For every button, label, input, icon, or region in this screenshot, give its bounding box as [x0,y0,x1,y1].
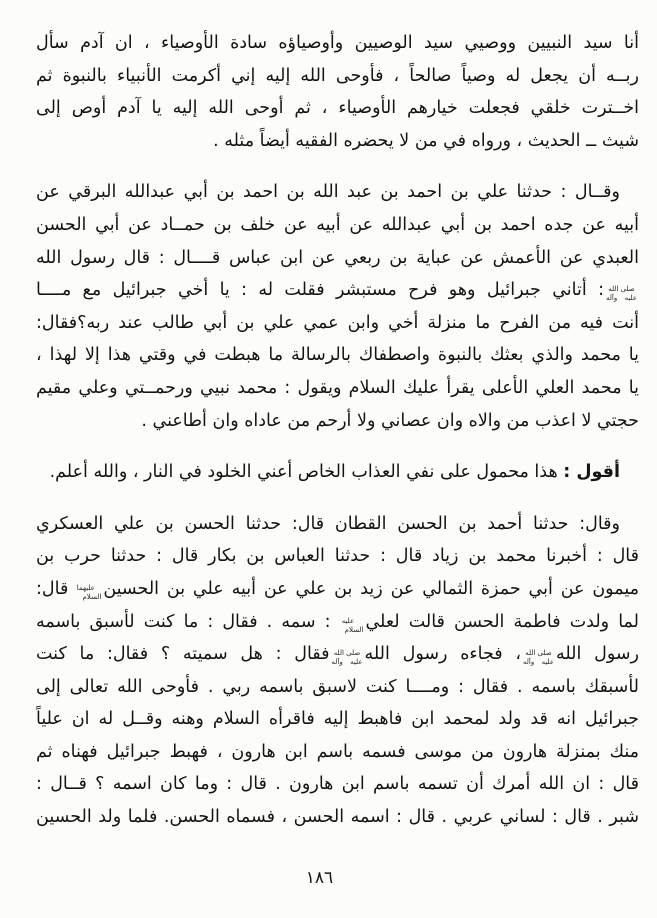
paragraph [36,176,639,437]
text-line [36,638,639,671]
text-segment: وقال: حدثنا أحمد بن الحسن القطان قال: حدثنا الحسن بن علي العسكري [36,513,620,534]
text-line [36,801,639,834]
paragraph [36,27,639,157]
text-segment: جبرائيل انه قد ولد لمحمد ابن فاهبط إليه فاقرأه السلام وهنه وقــل له ان علياً [36,709,639,730]
paragraph [36,508,639,834]
text-line [36,703,639,736]
text-segment: ربــه أن يجعل له وصياً صالحاً ، فأوحى الله إليه إني أكرمت الأنبياء بالنبوة ثم [36,65,639,86]
text-line [36,508,639,541]
text-segment: شيث ــ الحديث ، ورواه في من لا يحضره الفقيه أيضاً مثله . [213,130,639,151]
text-line [36,671,639,704]
text-line [36,242,639,275]
text-line [36,405,639,438]
page-number: ١٨٦ [305,868,334,888]
text-segment: العبدي عن الأعمش عن عباية بن ربعي عن ابن عباس قــــال : قال رسول الله [36,247,639,268]
text-segment: : أتاني جبرائيل وهو فرح مستبشر فقلت له : يا أخي جبرائيل مع مــــا [36,280,604,301]
text-segment: قال : أخبرنا محمد بن زياد قال : حدثنا العباس بن بكار قال : حدثنا حرب بن [36,546,639,567]
text-segment: قال: [36,578,69,599]
text-line [36,736,639,769]
paragraph [36,456,639,489]
text-line [36,606,639,639]
text-segment: أبيه عن جده احمد بن أبي عبدالله عن أبيه عن خلف بن حمــاد عن أبي الحسن [36,214,639,235]
text-segment: وقــال : حدثنا علي بن احمد بن عبد الله بن احمد بن أبي عبدالله البرقي عن [36,182,620,203]
text-line [36,209,639,242]
text-segment: حجتي لا اعذب من والاه وان عصاني ولا أرحم من عاداه وان أطاعني . [141,410,639,431]
text-segment: لأسبقك باسمه . فقال : ومــــا كنت لاسبق باسمه ربي . فأوحى الله تعالى إلى [36,676,639,697]
text-block [36,27,639,834]
text-line [36,768,639,801]
text-segment: أقول : [563,462,620,483]
text-line [36,125,639,158]
text-segment: قال : ان الله أمرك أن تسمه باسم ابن هارون . قال : وما كان اسمه ؟ قــال : [36,774,639,795]
text-line [36,540,639,573]
text-line [36,60,639,93]
text-segment: أنا سيد النبيين ووصيي سيد الوصيين وأوصياؤه سادة الأوصياء ، ان آدم سأل [36,33,639,53]
text-line [36,274,639,307]
text-line [36,456,639,489]
text-segment: شبر . قال : لساني عربي . قال : اسمه الحسن ، فسماه الحسن. فلما ولد الحسين [36,807,639,828]
text-line [36,27,639,60]
text-segment: ميمون عن أبي حمزة الثمالي عن زيد بن علي عن أبيه علي بن الحسين [103,578,639,599]
text-line [36,573,639,606]
text-segment: اخــترت خلقي فجعلت خيارهم الأوصياء ، ثم أوحى الله إليه يا آدم أوص إلى [36,98,639,119]
text-segment: ، فجاءه رسول الله [364,644,521,665]
text-line [36,339,639,372]
honorific-mark: صلى الله عليه وآله [606,285,637,303]
honorific-mark: صلى الله عليه وآله [331,649,363,667]
text-line [36,372,639,405]
honorific-mark: عليهما السلام [76,584,102,601]
text-segment: فقال : هل سميته ؟ فقال: ما كنت [36,644,330,665]
text-segment: أنت فيه من الفرح ما منزلة أخي وابن عمي علي بن أبي طالب عند ربه؟فقال: [36,312,639,333]
honorific-mark: صلى الله عليه وآله [523,649,554,667]
honorific-mark: عليه السلام [341,616,364,634]
text-segment: رسول الله [556,644,639,665]
text-line [36,307,639,340]
text-line [36,176,639,209]
text-segment: منك بمنزلة هارون من موسى فسمه باسم ابن هارون ، فهبط جبرائيل فهناه ثم [36,741,639,762]
text-segment: : سمه . فقال : ما كنت لأسبق باسمه [36,611,331,632]
text-segment: هذا محمول على نفي العذاب الخاص أعني الخلود في النار ، والله أعلم. [49,462,564,483]
text-segment: يا محمد العلي الأعلى يقرأ عليك السلام ويقول : محمد نبيي ورحمــتي وعلي مقيم [36,377,639,398]
text-line [36,92,639,125]
text-segment: يا محمد والذي بعثك بالنبوة واصطفاك بالرسالة ما هبطت في وقتي هذا إلا لهذا ، [36,345,639,366]
text-segment: لما ولدت فاطمة الحسن قالت لعلي [365,611,639,632]
